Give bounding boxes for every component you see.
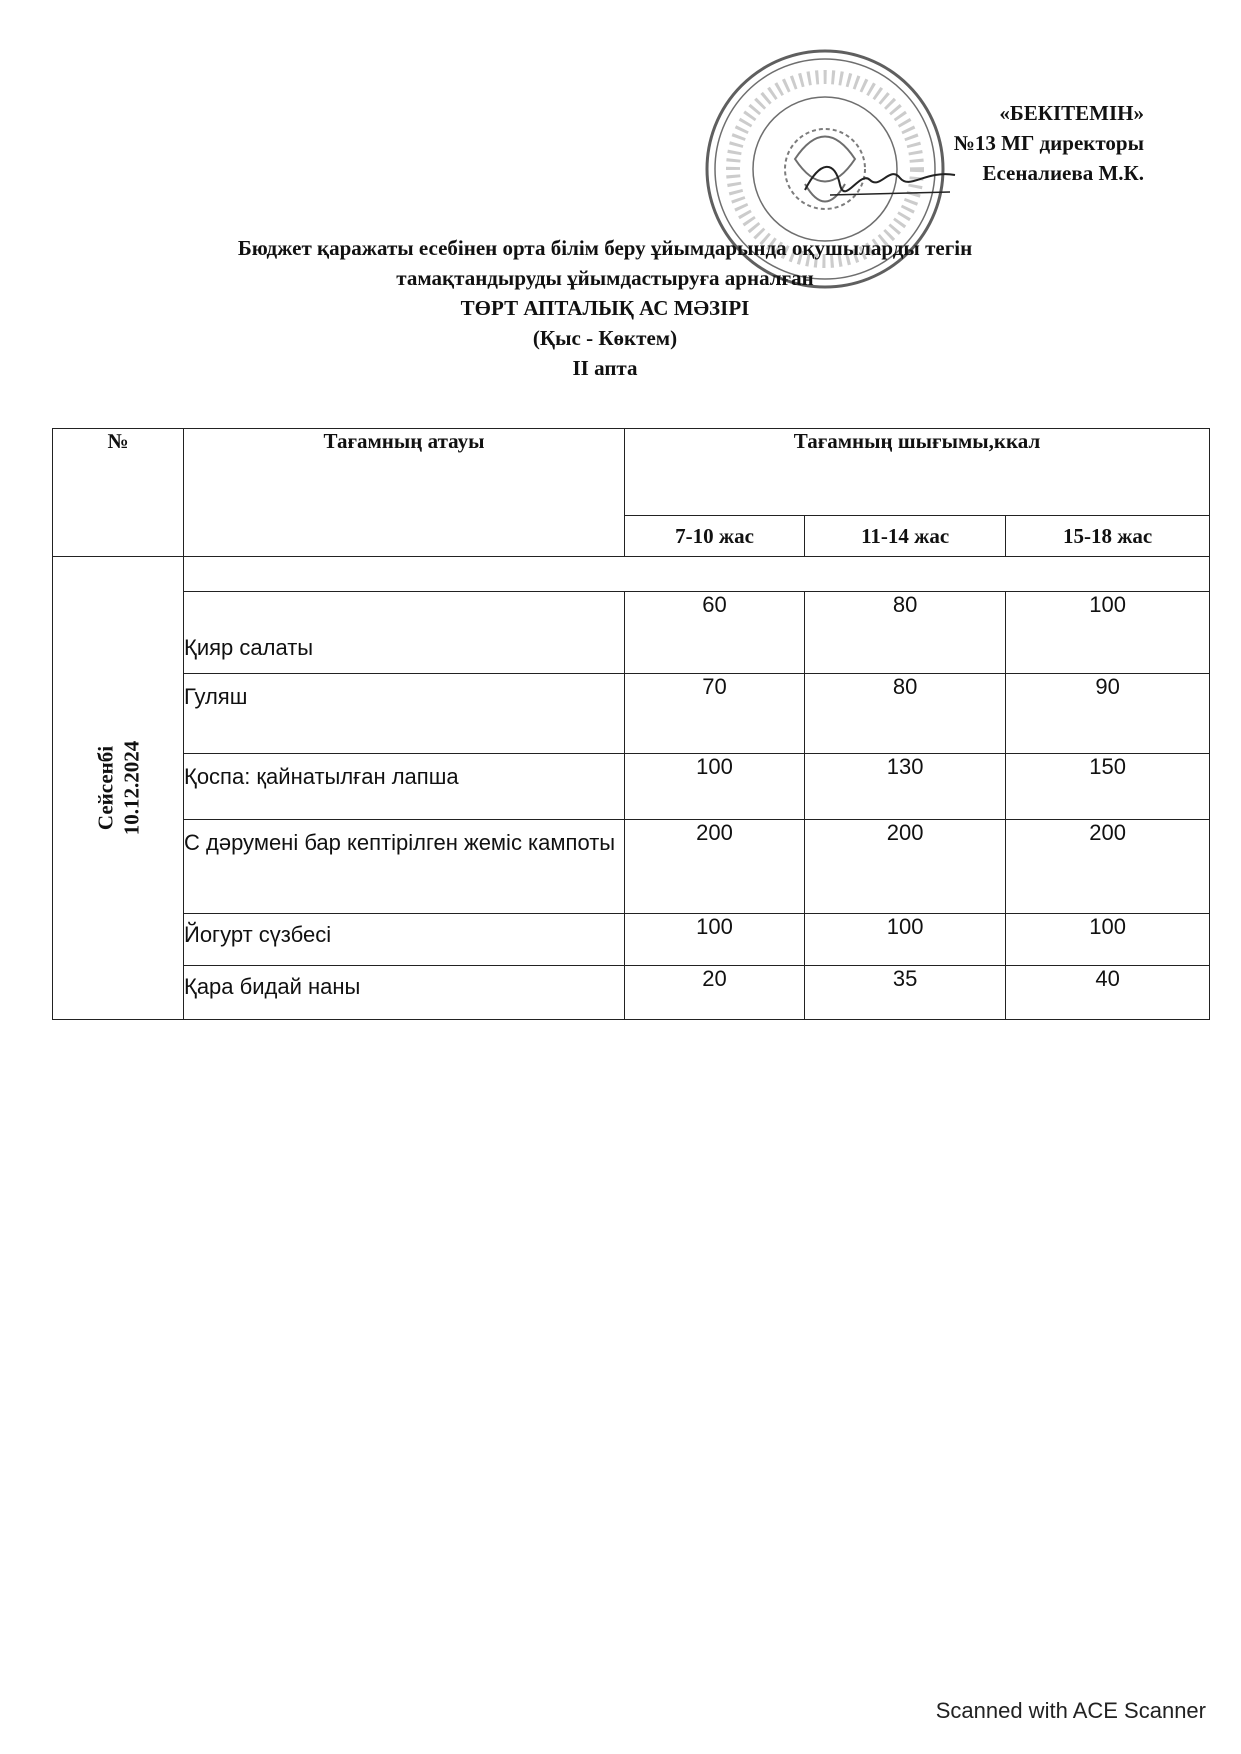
- header-dish-name: Тағамның атауы: [184, 429, 625, 557]
- day-cell: [53, 557, 184, 1020]
- header-age-7-10: 7-10 жас: [625, 516, 805, 557]
- approval-position: №13 МГ директоры: [953, 131, 1144, 155]
- director-signature: [800, 150, 960, 210]
- value-7-10: 70: [625, 674, 805, 754]
- value-11-14: 35: [805, 966, 1006, 1020]
- table-row: [53, 674, 1210, 754]
- day-date: 10.12.2024: [119, 740, 143, 836]
- dish-name: Гуляш: [184, 674, 625, 754]
- table-row: [53, 820, 1210, 914]
- table-row: [53, 914, 1210, 966]
- value-11-14: 200: [805, 820, 1006, 914]
- dish-name: Йогурт сүзбесі: [184, 914, 625, 966]
- value-11-14: 130: [805, 754, 1006, 820]
- value-7-10: 100: [625, 754, 805, 820]
- table-header-row: [53, 429, 1210, 516]
- dish-name: Қара бидай наны: [184, 966, 625, 1020]
- header-yield: Тағамның шығымы,ккал: [625, 429, 1210, 516]
- header-age-11-14: 11-14 жас: [805, 516, 1006, 557]
- day-weekday: Сейсенбі: [93, 745, 117, 831]
- day-label: [92, 741, 144, 836]
- dish-name: С дәрумені бар кептірілген жеміс кампоты: [184, 820, 625, 914]
- approval-director-name: Есеналиева М.К.: [982, 161, 1144, 185]
- menu-table: [52, 428, 1210, 1020]
- value-15-18: 100: [1006, 914, 1210, 966]
- title-line-2: тамақтандыруды ұйымдастыруға арналған: [396, 266, 814, 290]
- value-15-18: 90: [1006, 674, 1210, 754]
- approval-block: [954, 98, 1144, 188]
- value-15-18: 100: [1006, 592, 1210, 674]
- value-11-14: 100: [805, 914, 1006, 966]
- table-blank-row: [53, 557, 1210, 592]
- value-15-18: 40: [1006, 966, 1210, 1020]
- document-title: [0, 233, 1210, 383]
- table-row: [53, 966, 1210, 1020]
- value-7-10: 100: [625, 914, 805, 966]
- value-15-18: 150: [1006, 754, 1210, 820]
- blank-cell: [184, 557, 1210, 592]
- dish-name: Қияр салаты: [184, 592, 625, 674]
- title-line-3: ТӨРТ АПТАЛЫҚ АС МӘЗІРІ: [460, 296, 750, 320]
- value-11-14: 80: [805, 592, 1006, 674]
- header-age-15-18: 15-18 жас: [1006, 516, 1210, 557]
- title-season: (Қыс - Көктем): [532, 326, 678, 350]
- value-7-10: 60: [625, 592, 805, 674]
- value-11-14: 80: [805, 674, 1006, 754]
- title-week: ІІ апта: [572, 356, 638, 380]
- table-row: [53, 592, 1210, 674]
- value-7-10: 200: [625, 820, 805, 914]
- title-line-1: Бюджет қаражаты есебінен орта білім беру ұйымдарында оқушыларды тегін: [237, 236, 973, 260]
- value-7-10: 20: [625, 966, 805, 1020]
- approval-heading: «БЕКІТЕМІН»: [999, 101, 1144, 125]
- dish-name: Қоспа: қайнатылған лапша: [184, 754, 625, 820]
- header-number: №: [53, 429, 184, 557]
- value-15-18: 200: [1006, 820, 1210, 914]
- table-row: [53, 754, 1210, 820]
- scanner-watermark: Scanned with ACE Scanner: [935, 1698, 1206, 1723]
